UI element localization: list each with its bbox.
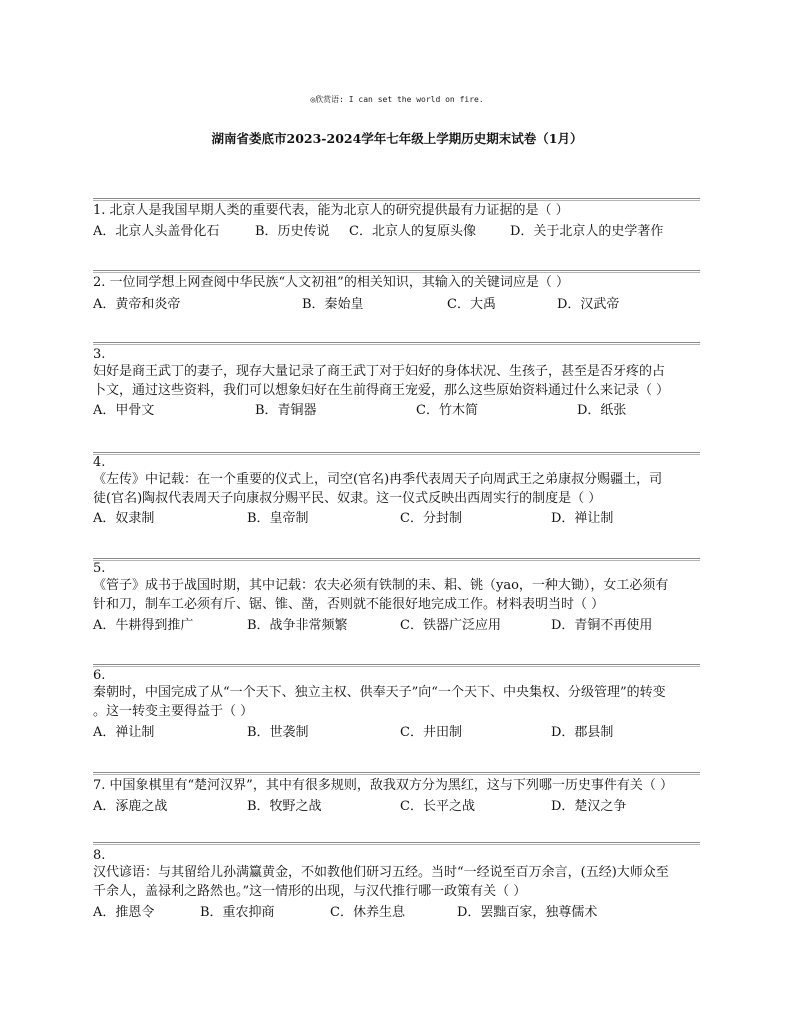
- option-a: A．甲骨文: [93, 403, 155, 418]
- option-a: A．禅让制: [93, 725, 155, 740]
- option-d: D．青铜不再使用: [551, 618, 653, 633]
- option-a: A．牛耕得到推广: [93, 618, 194, 633]
- option-d: D．郡县制: [551, 725, 614, 740]
- question-stem: 7. 中国象棋里有“楚河汉界”，其中有很多规则，敌我双方分为黑红，这与下列哪一历史事件有关（ ）: [93, 778, 673, 793]
- question-stem-line: 《管子》成书于战国时期，其中记载：农夫必须有铁制的耒、耜、铫（yao，一种大锄），女工必须有: [93, 578, 669, 593]
- question-stem: 2. 一位同学想上网查阅中华民族“人文初祖”的相关知识，其输入的关键词应是（ ）: [93, 275, 569, 290]
- question-stem-line: 。这一转变主要得益于（ ）: [93, 704, 254, 719]
- question-number: 8.: [93, 848, 106, 863]
- option-c: C．长平之战: [400, 799, 475, 814]
- question-number: 6.: [93, 668, 106, 683]
- option-b: B．战争非常频繁: [247, 618, 348, 633]
- option-b: B．皇帝制: [247, 511, 309, 526]
- option-c: C．休养生息: [330, 905, 405, 920]
- question-number: 3.: [93, 347, 106, 362]
- question-divider: [93, 664, 700, 667]
- option-a: A．北京人头盖骨化石: [93, 224, 220, 239]
- option-d: D．楚汉之争: [551, 799, 627, 814]
- question-stem-line: 汉代谚语：与其留给儿孙满籝黄金，不如教他们研习五经。当时“一经说至百万余言，(五经)大师众至: [93, 865, 669, 880]
- option-a: A．奴隶制: [93, 511, 155, 526]
- option-d: D．罢黜百家，独尊儒术: [457, 905, 598, 920]
- option-b: B．历史传说: [255, 224, 330, 239]
- option-b: B．秦始皇: [302, 297, 364, 312]
- question-number: 4.: [93, 455, 106, 470]
- option-c: C．分封制: [400, 511, 462, 526]
- question-stem: 1. 北京人是我国早期人类的重要代表，能为北京人的研究提供最有力证据的是（ ）: [93, 203, 569, 218]
- question-stem-line: 卜文，通过这些资料，我们可以想象妇好在生前得商王宠爱，那么这些原始资料通过什么来记录（ ）: [93, 383, 670, 398]
- question-divider: [93, 558, 700, 561]
- option-c: C．大禹: [447, 297, 496, 312]
- question-number: 5.: [93, 561, 106, 576]
- question-divider: [93, 772, 700, 775]
- question-divider: [93, 270, 700, 273]
- option-c: C．竹木简: [416, 403, 478, 418]
- option-a: A．黄帝和炎帝: [93, 297, 181, 312]
- option-d: D．禅让制: [551, 511, 614, 526]
- question-stem-line: 《左传》中记载：在一个重要的仪式上，司空(官名)冉季代表周天子向周武王之弟康叔分赐疆土，司: [93, 472, 663, 487]
- option-d: D．汉武帝: [557, 297, 620, 312]
- option-b: B．重农抑商: [200, 905, 275, 920]
- page-title: 湖南省娄底市2023-2024学年七年级上学期历史期末试卷（1月）: [211, 131, 583, 146]
- option-b: B．牧野之战: [247, 799, 322, 814]
- option-c: C．北京人的复原头像: [349, 224, 476, 239]
- option-c: C．铁器广泛应用: [400, 618, 501, 633]
- question-divider: [93, 342, 700, 345]
- option-c: C．井田制: [400, 725, 462, 740]
- question-stem-line: 千余人，盖禄利之路然也。”这一情形的出现，与汉代推行哪一政策有关（ ）: [93, 884, 527, 899]
- question-stem-line: 秦朝时，中国完成了从“一个天下、独立主权、供奉天子”向“一个天下、中央集权、分级管理”的转变: [93, 685, 666, 700]
- question-stem-line: 妇好是商王武丁的妻子，现存大量记录了商王武丁对于妇好的身体状况、生孩子，甚至是否牙疼的占: [93, 364, 666, 379]
- option-d: D．关于北京人的史学著作: [510, 224, 664, 239]
- question-divider: [93, 842, 700, 845]
- option-b: B．世袭制: [247, 725, 309, 740]
- question-stem-line: 徒(官名)陶叔代表周天子向康叔分赐平民、奴隶。这一仪式反映出西周实行的制度是（ ）: [93, 491, 602, 506]
- option-a: A．涿鹿之战: [93, 799, 168, 814]
- question-divider: [93, 452, 700, 455]
- question-stem-line: 针和刀，制车工必须有斤、锯、锥、凿，否则就不能很好地完成工作。材料表明当时（ ）: [93, 597, 605, 612]
- option-b: B．青铜器: [255, 403, 317, 418]
- option-d: D．纸张: [577, 403, 627, 418]
- motto-text: ◎欣赏语: I can set the world on fire.: [310, 95, 484, 104]
- question-divider: [93, 198, 700, 201]
- option-a: A．推恩令: [93, 905, 155, 920]
